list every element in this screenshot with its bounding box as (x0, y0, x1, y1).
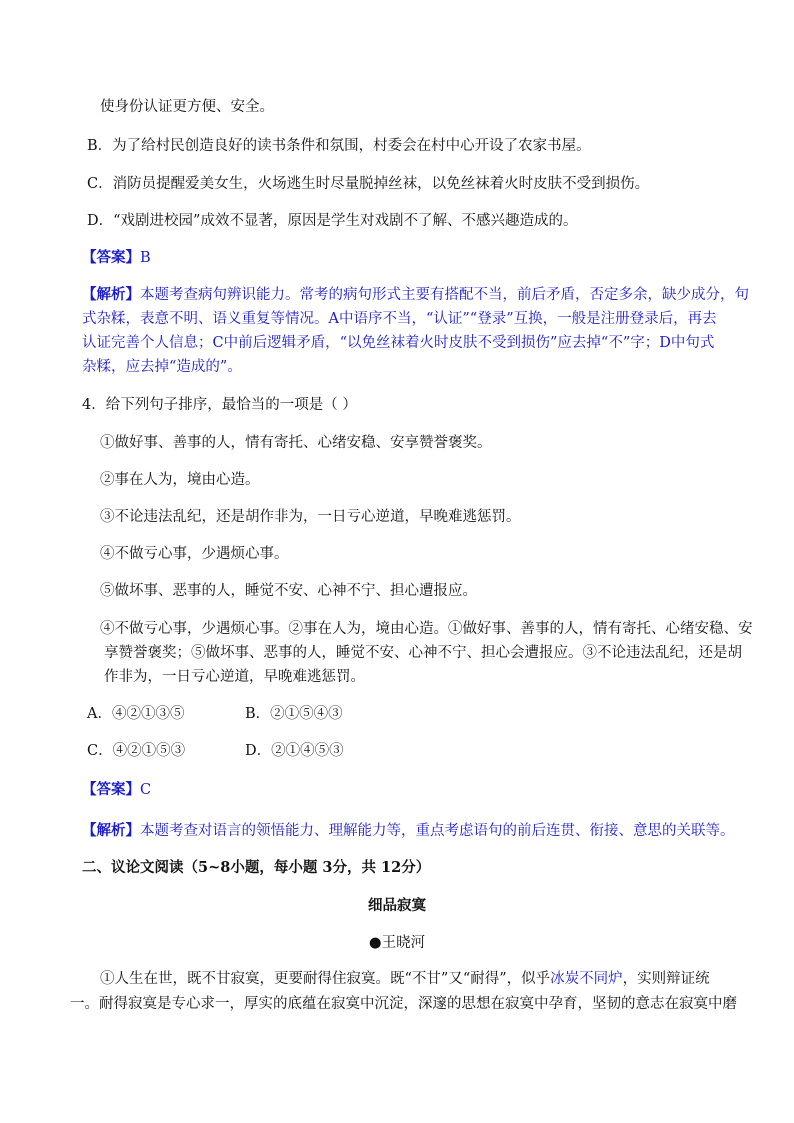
q4-options-row (87, 742, 344, 760)
q3-analysis-line: 【解析】本题考查病句辨识能力。常考的病句形式主要有搭配不当，前后矛盾，否定多余，缺少成分，句 (82, 286, 749, 303)
q3-analysis-line: 认证完善个人信息；C中前后逻辑矛盾，“以免丝袜着火时皮肤不受到损伤”应去掉“不”字；D中句式 (82, 335, 715, 351)
article-paragraph-line: ①人生在世，既不甘寂寞，更要耐得住寂寞。既“不甘”又“耐得”，似乎冰炭不同炉，实则辩证统 (100, 971, 710, 987)
q4-option-d: D．②①④⑤③ (245, 743, 344, 759)
q4-option-b: B．②①⑤④③ (245, 706, 343, 722)
q4-option-c: C．④②①⑤③ (87, 743, 186, 759)
q3-answer (82, 249, 151, 267)
q4-item: ③不论违法乱纪，还是胡作非为，一日亏心逆道，早晚难逃惩罚。 (100, 509, 521, 525)
answer-value: B (140, 250, 151, 266)
q4-item: ①做好事、善事的人，情有寄托、心绪安稳、安享赞誉褒奖。 (100, 435, 492, 451)
highlighted-phrase: 冰炭不同炉 (550, 971, 623, 987)
q4-option-a: A．④②①③⑤ (87, 706, 185, 722)
q3-option-b: B．为了给村民创造良好的读书条件和氛围，村委会在村中心开设了农家书屋。 (87, 138, 591, 154)
q4-stem: 4．给下列句子排序，最恰当的一项是（ ） (82, 397, 357, 413)
q4-ordered-line: 享赞誉褒奖；⑤做坏事、恶事的人，睡觉不安、心神不宁、担心会遭报应。③不论违法乱纪，还是胡 (104, 645, 742, 661)
article-paragraph-line: 一。耐得寂寞是专心求一，厚实的底蕴在寂寞中沉淀，深邃的思想在寂寞中孕育，坚韧的意志在寂寞中磨 (70, 996, 737, 1012)
answer-tag: 【答案】 (82, 249, 140, 266)
analysis-tag: 【解析】 (82, 822, 140, 839)
article-title: 细品寂寞 (368, 897, 426, 914)
q4-item: ④不做亏心事，少遇烦心事。 (100, 546, 289, 562)
q4-ordered-line: ④不做亏心事，少遇烦心事。②事在人为，境由心造。①做好事、善事的人，情有寄托、心绪安稳、安 (100, 621, 753, 637)
analysis-tag: 【解析】 (82, 286, 140, 303)
q3-analysis-line: 式杂糅，表意不明、语义重复等情况。A中语序不当，“认证”“登录”互换，一般是注册登录后，再去 (82, 311, 717, 327)
q3-option-d: D．“戏剧进校园”成效不显著，原因是学生对戏剧不了解、不感兴趣造成的。 (87, 213, 578, 229)
article-author: ●王晓河 (368, 935, 426, 951)
q4-item: ②事在人为，境由心造。 (100, 472, 260, 488)
q4-item: ⑤做坏事、恶事的人，睡觉不安、心神不宁、担心遭报应。 (100, 583, 477, 599)
q4-options-row (87, 705, 343, 723)
q4-analysis: 【解析】本题考查对语言的领悟能力、理解能力等，重点考虑语句的前后连贯、衔接、意思的关联等。 (82, 822, 735, 839)
q3-option-a-tail: 使身份认证更方便、安全。 (100, 99, 274, 115)
section-heading: 二、议论文阅读（5~8小题，每小题 3分，共 12分） (82, 859, 431, 876)
answer-value: C (140, 782, 152, 798)
q4-ordered-line: 作非为，一日亏心逆道，早晚难逃惩罚。 (104, 669, 365, 685)
q4-answer (82, 781, 151, 799)
q3-analysis-line: 杂糅，应去掉“造成的”。 (82, 359, 242, 375)
answer-tag: 【答案】 (82, 781, 140, 798)
q3-option-c: C．消防员提醒爱美女生，火场逃生时尽量脱掉丝袜，以免丝袜着火时皮肤不受到损伤。 (87, 176, 650, 192)
